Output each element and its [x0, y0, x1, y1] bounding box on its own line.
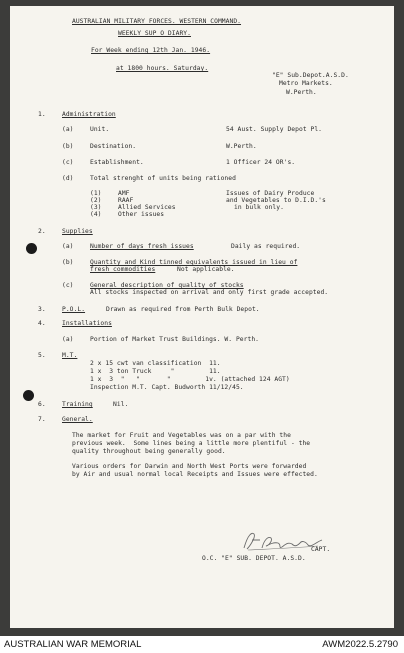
section-7-title: General.	[62, 416, 93, 423]
rationed-num-1: (1)	[90, 190, 102, 197]
header-org: AUSTRALIAN MILITARY FORCES. WESTERN COMMAND.	[72, 18, 242, 25]
rationed-num-2: (2)	[90, 197, 102, 204]
section-6-number: 6.	[38, 401, 46, 408]
s1-c-value: 1 Officer 24 OR's.	[226, 159, 296, 166]
mt-line-3: 1 x 3 " " " 1v. (attached 124 AGT)	[90, 376, 290, 383]
section-6-title: Training	[62, 401, 93, 408]
section-4-number: 4.	[38, 320, 46, 327]
signature-block: O.C. "E" SUB. DEPOT. A.S.D.	[202, 555, 306, 562]
section-7-number: 7.	[38, 416, 46, 423]
section-5-number: 5.	[38, 352, 46, 359]
s2-c-letter: (c)	[62, 282, 74, 289]
section-3-title: P.O.L.	[62, 306, 86, 313]
s2-c-value: All stocks inspected on arrival and only first grade accepted.	[90, 289, 329, 296]
rationed-num-3: (3)	[90, 204, 102, 211]
general-para1-line2: previous week. Some lines being a little more plentiful - the	[72, 440, 311, 447]
rationed-name-2: RAAF	[118, 197, 134, 204]
section-1-title: Administration	[62, 111, 116, 118]
s4-a-value: Portion of Market Trust Buildings. W. Perth.	[90, 336, 260, 343]
general-para2-line2: by Air and usual normal local Receipts and Issues were effected.	[72, 471, 318, 478]
rationed-name-1: AMF	[118, 190, 130, 197]
rationed-note-2: and Vegetables to D.I.D.'s	[226, 197, 326, 204]
header-time: at 1800 hours. Saturday.	[116, 65, 209, 72]
s3-value: Drawn as required from Perth Bulk Depot.	[106, 306, 260, 313]
s1-c-label: Establishment.	[90, 159, 144, 166]
footer-catalogue-number: AWM2022.5.2790	[322, 639, 398, 650]
header-title: WEEKLY SUP O DIARY.	[118, 30, 191, 37]
mt-line-2: 1 x 3 ton Truck " 11.	[90, 368, 221, 375]
section-5-title: M.T.	[62, 352, 78, 359]
s2-b-label-2: fresh commodities	[90, 266, 156, 273]
s1-b-label: Destination.	[90, 143, 137, 150]
s1-d-label: Total strenght of units being rationed	[90, 175, 236, 182]
rationed-name-3: Allied Services	[118, 204, 176, 211]
s2-c-label: General description of quality of stocks	[90, 282, 244, 289]
punch-hole-bottom	[23, 390, 34, 401]
section-3-number: 3.	[38, 306, 46, 313]
rationed-note-1: Issues of Dairy Produce	[226, 190, 315, 197]
document-page	[10, 6, 394, 628]
s2-a-value: Daily as required.	[231, 243, 301, 250]
rationed-note-3: in bulk only.	[234, 204, 284, 211]
s1-c-letter: (c)	[62, 159, 74, 166]
rationed-name-4: Other issues	[118, 211, 165, 218]
s2-b-value: Not applicable.	[177, 266, 235, 273]
s2-b-letter: (b)	[62, 259, 74, 266]
unit-line-2: Metro Markets.	[279, 80, 333, 87]
general-para1-line1: The market for Fruit and Vegetables was on a par with the	[72, 432, 291, 439]
s1-b-value: W.Perth.	[226, 143, 257, 150]
s2-b-label-1: Quantity and Kind tinned equivalents issued in lieu of	[90, 259, 298, 266]
mt-line-4: Inspection M.T. Capt. Budworth 11/12/45.	[90, 384, 244, 391]
s1-a-letter: (a)	[62, 126, 74, 133]
unit-line-1: "E" Sub.Depot.A.S.D.	[272, 72, 349, 79]
archive-footer	[0, 636, 404, 653]
s1-b-letter: (b)	[62, 143, 74, 150]
punch-hole-top	[26, 243, 37, 254]
header-week: For Week ending 12th Jan. 1946.	[91, 47, 211, 54]
general-para1-line3: quality throughout being generally good.	[72, 448, 226, 455]
signature-rank: CAPT.	[311, 546, 331, 553]
section-1-number: 1.	[38, 111, 46, 118]
s6-value: Nil.	[113, 401, 129, 408]
footer-institution: AUSTRALIAN WAR MEMORIAL	[4, 639, 142, 650]
mt-line-1: 2 x 15 cwt van classification 11.	[90, 360, 221, 367]
general-para2-line1: Various orders for Darwin and North West Ports were forwarded	[72, 463, 307, 470]
section-2-title: Supplies	[62, 228, 93, 235]
s4-a-letter: (a)	[62, 336, 74, 343]
rationed-num-4: (4)	[90, 211, 102, 218]
s1-a-value: 54 Aust. Supply Depot Pl.	[226, 126, 323, 133]
s2-a-letter: (a)	[62, 243, 74, 250]
s1-d-letter: (d)	[62, 175, 74, 182]
s1-a-label: Unit.	[90, 126, 110, 133]
section-4-title: Installations	[62, 320, 112, 327]
unit-line-3: W.Perth.	[286, 89, 317, 96]
section-2-number: 2.	[38, 228, 46, 235]
s2-a-label: Number of days fresh issues	[90, 243, 194, 250]
